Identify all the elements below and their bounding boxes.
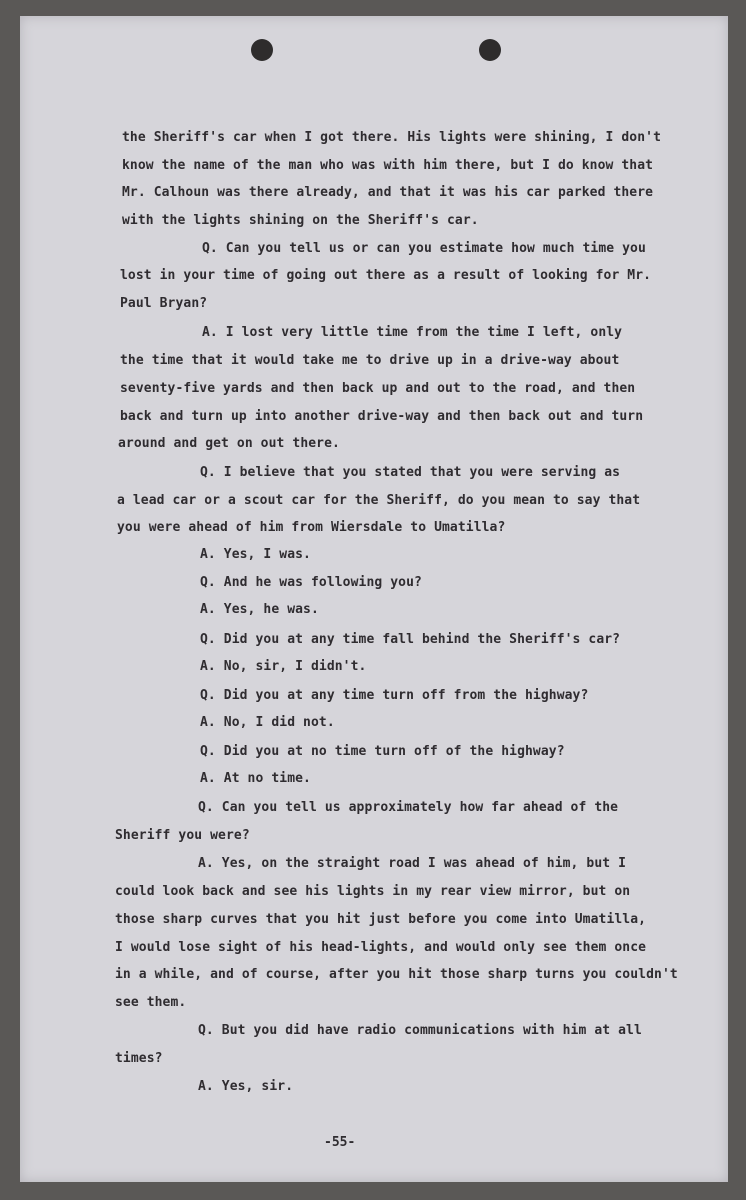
transcript-line: A. I lost very little time from the time I left, only [202,325,623,340]
transcript-line: times? [115,1051,163,1066]
transcript-line: Q. But you did have radio communications with him at all [198,1023,642,1038]
transcript-line: Q. Did you at any time fall behind the Sheriff's car? [200,632,621,647]
transcript-line: A. No, sir, I didn't. [200,659,367,674]
transcript-line: back and turn up into another drive-way and then back out and turn [120,409,644,424]
transcript-line: Q. Can you tell us or can you estimate how much time you [202,241,646,256]
transcript-line: around and get on out there. [118,436,340,451]
punch-hole-right [479,39,501,61]
punch-hole-left [251,39,273,61]
transcript-line: see them. [115,995,187,1010]
transcript-line: you were ahead of him from Wiersdale to Umatilla? [117,520,506,535]
transcript-line: A. Yes, he was. [200,602,319,617]
transcript-line: seventy-five yards and then back up and out to the road, and then [120,381,636,396]
transcript-line: lost in your time of going out there as a result of looking for Mr. [120,268,652,283]
transcript-line: the Sheriff's car when I got there. His lights were shining, I don't [122,130,662,145]
transcript-line: Sheriff you were? [115,828,250,843]
transcript-line: could look back and see his lights in my rear view mirror, but on [115,884,631,899]
transcript-line: A. No, I did not. [200,715,335,730]
transcript-line: Q. I believe that you stated that you were serving as [200,465,621,480]
transcript-line: know the name of the man who was with him there, but I do know that [122,158,654,173]
transcript-line: a lead car or a scout car for the Sheriff, do you mean to say that [117,493,641,508]
transcript-line: A. Yes, I was. [200,547,311,562]
transcript-line: A. Yes, on the straight road I was ahead of him, but I [198,856,627,871]
page-number: -55- [324,1135,356,1150]
transcript-line: the time that it would take me to drive up in a drive-way about [120,353,620,368]
transcript-line: with the lights shining on the Sheriff's car. [122,213,479,228]
transcript-line: Paul Bryan? [120,296,208,311]
transcript-line: Q. Did you at no time turn off of the highway? [200,744,565,759]
transcript-line: those sharp curves that you hit just before you come into Umatilla, [115,912,647,927]
transcript-line: Q. And he was following you? [200,575,422,590]
transcript-line: Mr. Calhoun was there already, and that it was his car parked there [122,185,654,200]
transcript-line: A. Yes, sir. [198,1079,294,1094]
transcript-line: A. At no time. [200,771,311,786]
transcript-line: Q. Can you tell us approximately how far ahead of the [198,800,619,815]
transcript-line: I would lose sight of his head-lights, and would only see them once [115,940,647,955]
transcript-line: Q. Did you at any time turn off from the highway? [200,688,589,703]
transcript-line: in a while, and of course, after you hit those sharp turns you couldn't [115,967,678,982]
